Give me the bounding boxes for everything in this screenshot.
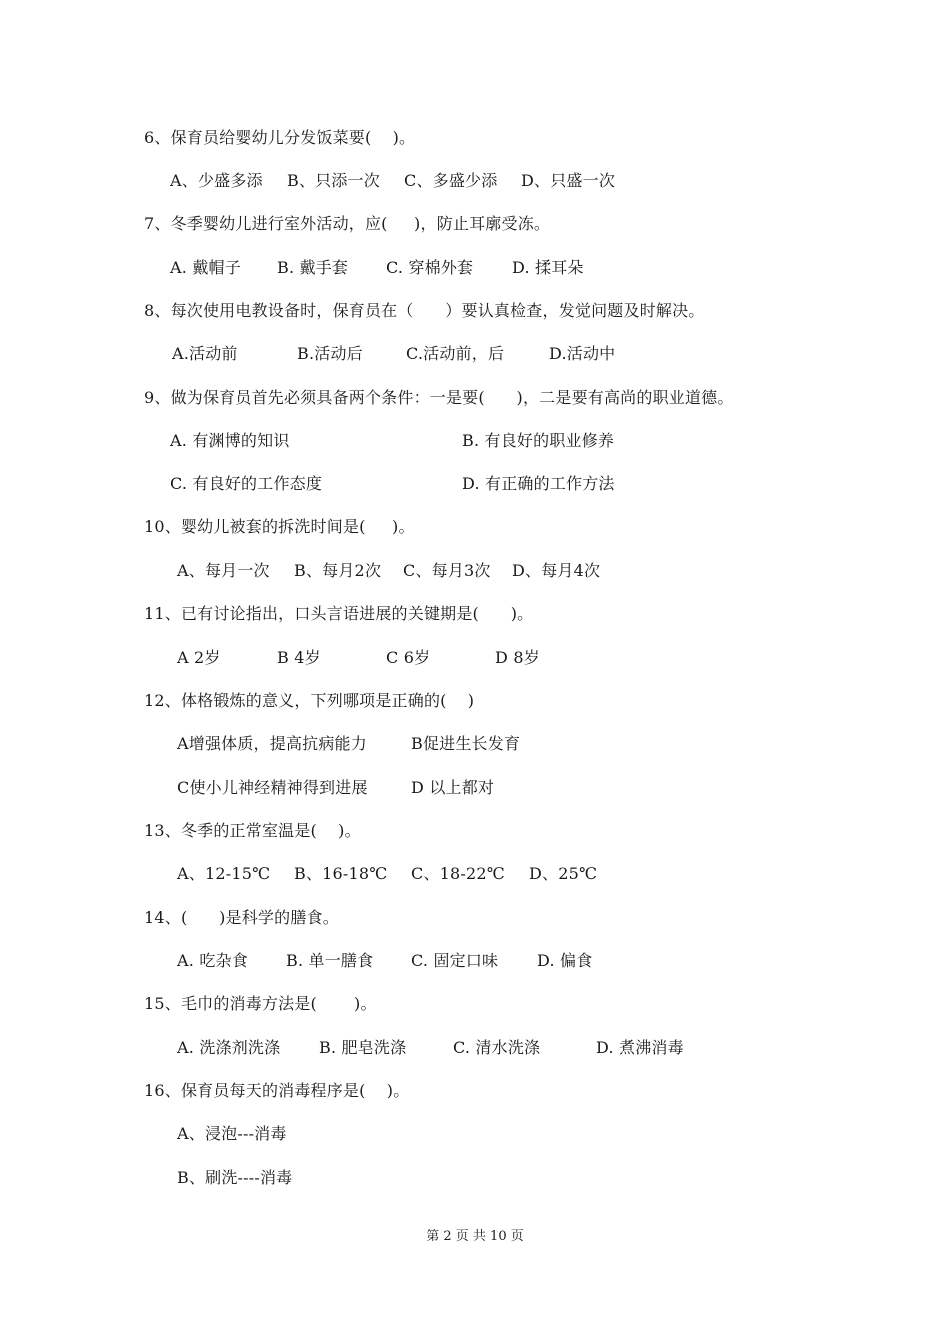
q15-option-b: B. 肥皂洗涤 (319, 1038, 407, 1057)
question-13-stem: 13、冬季的正常室温是( )。 (144, 821, 361, 840)
q7-option-c: C. 穿棉外套 (386, 258, 474, 277)
question-12-stem: 12、体格锻炼的意义，下列哪项是正确的( ) (144, 691, 475, 710)
q12-option-b: B促进生长发育 (411, 734, 521, 753)
q16-option-b: B、刷洗----消毒 (177, 1168, 293, 1187)
q6-option-c: C、多盛少添 (404, 171, 498, 190)
q6-option-d: D、只盛一次 (521, 171, 616, 190)
page-footer: 第 2 页 共 10 页 (426, 1229, 524, 1244)
q7-option-d: D. 揉耳朵 (512, 258, 584, 277)
q10-option-a: A、每月一次 (177, 561, 270, 580)
q11-option-c: C 6岁 (386, 648, 431, 667)
q15-option-c: C. 清水洗涤 (453, 1038, 541, 1057)
q9-option-d: D. 有正确的工作方法 (462, 474, 615, 493)
q14-option-b: B. 单一膳食 (286, 951, 374, 970)
q13-option-b: B、16-18℃ (294, 864, 388, 883)
question-14-stem: 14、( )是科学的膳食。 (144, 908, 339, 927)
q11-option-d: D 8岁 (495, 648, 540, 667)
q16-option-a: A、浸泡---消毒 (177, 1124, 287, 1143)
q8-option-c: C.活动前，后 (406, 344, 505, 363)
question-10-stem: 10、婴幼儿被套的拆洗时间是( )。 (144, 517, 415, 536)
question-11-stem: 11、已有讨论指出，口头言语进展的关键期是( )。 (144, 604, 534, 623)
q6-option-b: B、只添一次 (287, 171, 380, 190)
q6-option-a: A、少盛多添 (170, 171, 263, 190)
q15-option-a: A. 洗涤剂洗涤 (177, 1038, 281, 1057)
q9-option-c: C. 有良好的工作态度 (170, 474, 323, 493)
q14-option-c: C. 固定口味 (411, 951, 499, 970)
q14-option-a: A. 吃杂食 (177, 951, 248, 970)
question-16-stem: 16、保育员每天的消毒程序是( )。 (144, 1081, 410, 1100)
question-7-stem: 7、冬季婴幼儿进行室外活动，应( )，防止耳廓受冻。 (144, 214, 551, 233)
q11-option-a: A 2岁 (177, 648, 221, 667)
q7-option-a: A. 戴帽子 (170, 258, 241, 277)
q15-option-d: D. 煮沸消毒 (596, 1038, 684, 1057)
question-9-stem: 9、做为保育员首先必须具备两个条件：一是要( )，二是要有高尚的职业道德。 (144, 388, 734, 407)
question-6-stem: 6、保育员给婴幼儿分发饭菜要( )。 (144, 128, 416, 147)
q9-option-b: B. 有良好的职业修养 (462, 431, 615, 450)
q10-option-b: B、每月2次 (294, 561, 382, 580)
q8-option-d: D.活动中 (549, 344, 616, 363)
q8-option-b: B.活动后 (297, 344, 363, 363)
question-8-stem: 8、每次使用电教设备时，保育员在（ ）要认真检查，发觉问题及时解决。 (144, 301, 705, 320)
q12-option-c: C使小儿神经精神得到进展 (177, 778, 368, 797)
q14-option-d: D. 偏食 (537, 951, 593, 970)
q12-option-d: D 以上都对 (411, 778, 495, 797)
q10-option-c: C、每月3次 (403, 561, 491, 580)
q7-option-b: B. 戴手套 (277, 258, 349, 277)
q11-option-b: B 4岁 (277, 648, 321, 667)
question-15-stem: 15、毛巾的消毒方法是( )。 (144, 994, 377, 1013)
q9-option-a: A. 有渊博的知识 (170, 431, 290, 450)
q12-option-a: A增强体质，提高抗病能力 (177, 734, 367, 753)
q10-option-d: D、每月4次 (512, 561, 601, 580)
q8-option-a: A.活动前 (172, 344, 238, 363)
q13-option-d: D、25℃ (529, 864, 598, 883)
q13-option-a: A、12-15℃ (177, 864, 271, 883)
q13-option-c: C、18-22℃ (411, 864, 505, 883)
